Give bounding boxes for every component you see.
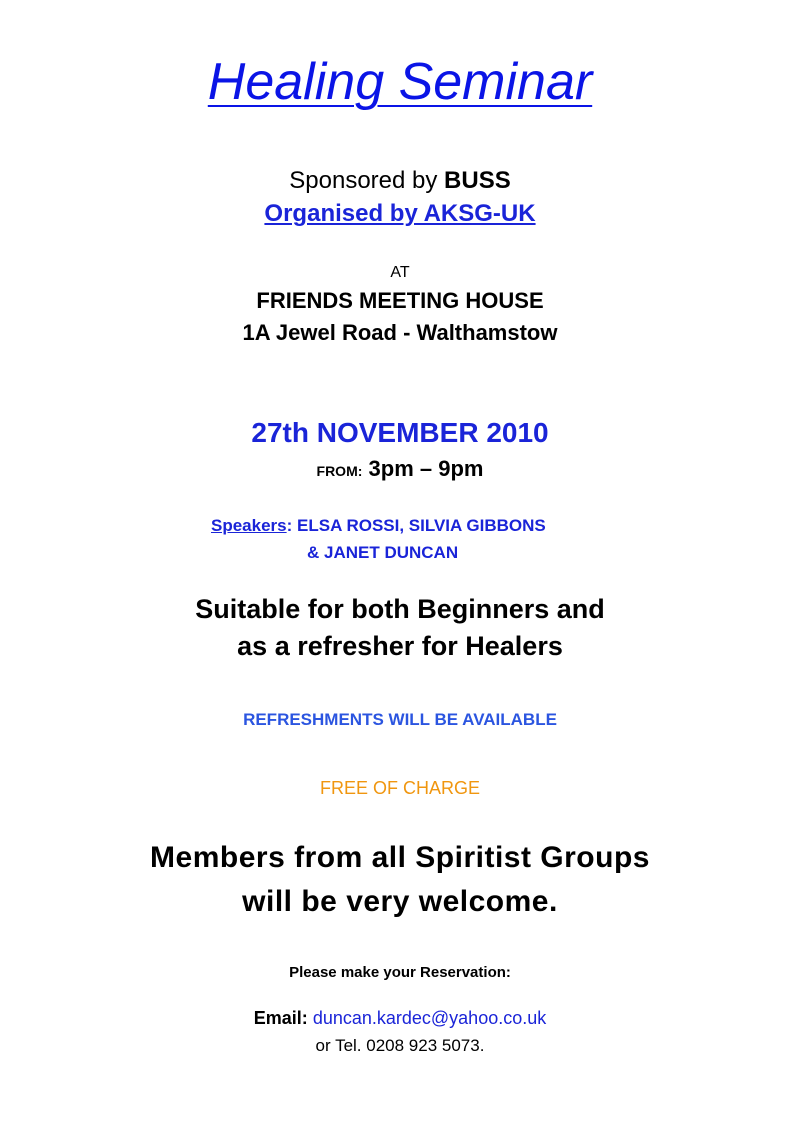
free-of-charge-note: FREE OF CHARGE <box>319 778 480 798</box>
suitable-line-1: Suitable for both Beginners and <box>195 594 605 624</box>
members-line-1: Members from all Spiritist Groups <box>150 841 650 874</box>
event-time <box>0 456 800 482</box>
sponsor-line <box>0 167 800 195</box>
email-line <box>0 1008 800 1029</box>
speakers-label[interactable]: Speakers <box>211 516 287 535</box>
sponsor-prefix: Sponsored by <box>289 167 445 194</box>
telephone-line: or Tel. 0208 923 5073. <box>315 1036 485 1055</box>
speakers-line-2: & JANET DUNCAN <box>307 543 459 562</box>
page-title: Healing Seminar <box>207 53 593 111</box>
time-label: FROM: <box>316 463 363 479</box>
email-link[interactable]: duncan.kardec@yahoo.co.uk <box>312 1008 547 1028</box>
sponsor-name: BUSS <box>444 167 511 194</box>
organiser-link[interactable]: Organised by AKSG-UK <box>264 200 536 227</box>
venue-address: 1A Jewel Road - Walthamstow <box>242 320 558 345</box>
suitable-line-2: as a refresher for Healers <box>237 631 563 661</box>
email-label: Email: <box>253 1008 308 1028</box>
event-date: 27th NOVEMBER 2010 <box>251 417 549 448</box>
time-value: 3pm – 9pm <box>368 456 484 481</box>
refreshments-note: REFRESHMENTS WILL BE AVAILABLE <box>243 710 557 729</box>
speakers-line-1 <box>211 516 546 536</box>
venue-name: FRIENDS MEETING HOUSE <box>256 288 544 313</box>
speakers-names-1: : ELSA ROSSI, SILVIA GIBBONS <box>286 516 546 535</box>
venue-at: AT <box>390 264 410 281</box>
members-line-2: will be very welcome. <box>242 885 558 918</box>
reservation-heading: Please make your Reservation: <box>289 964 511 981</box>
